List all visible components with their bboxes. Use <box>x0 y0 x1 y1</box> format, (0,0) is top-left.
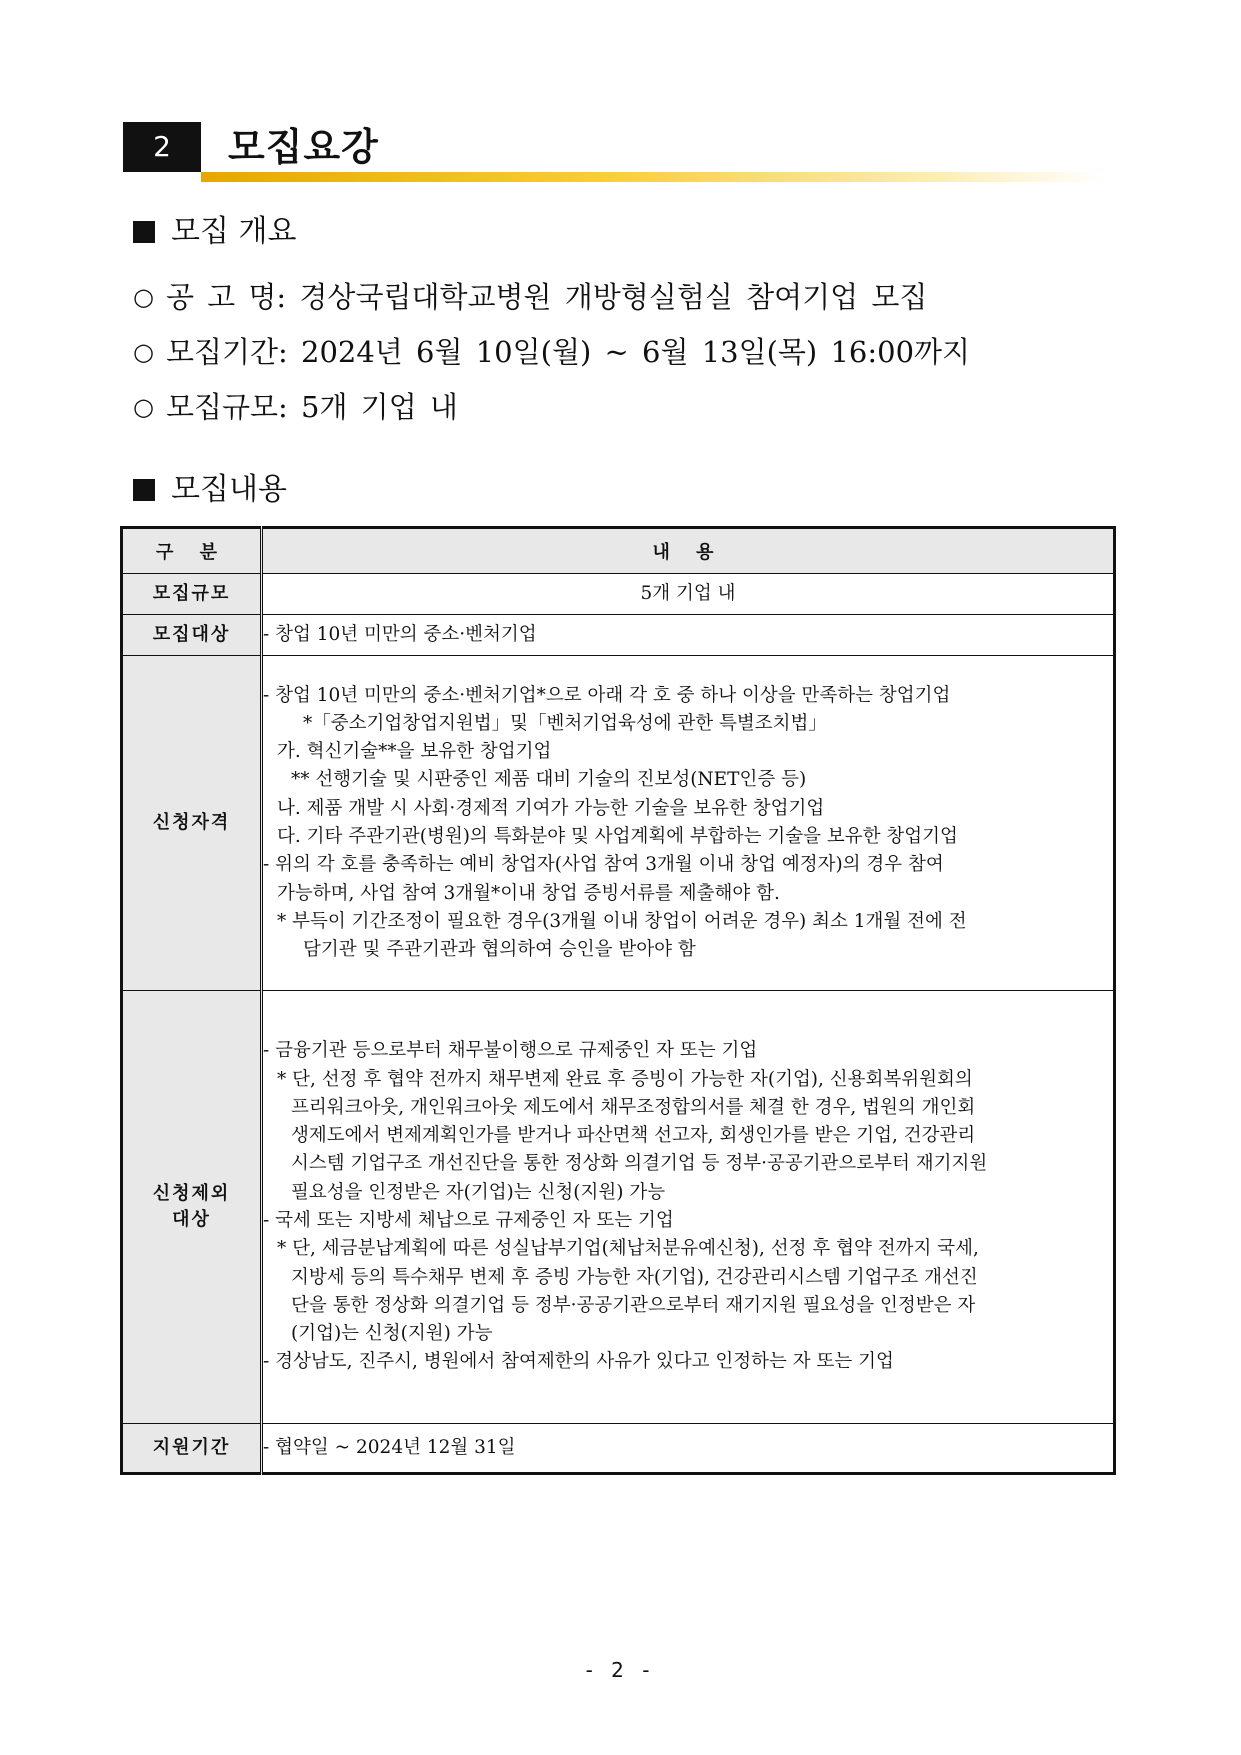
table-row <box>122 991 1115 1424</box>
row-content: - 창업 10년 미만의 중소·벤처기업 <box>262 615 1115 656</box>
square-bullet-icon <box>133 221 155 243</box>
overview-bullet-scale: ○ 모집규모: 5개 기업 내 <box>133 390 458 424</box>
section-header <box>123 122 1103 186</box>
header-category: 구 분 <box>122 528 262 574</box>
table-row <box>122 1424 1115 1474</box>
row-content: 5개 기업 내 <box>262 574 1115 615</box>
table-header-row <box>122 528 1115 574</box>
overview-bullet-period: ○ 모집기간: 2024년 6월 10일(월) ~ 6월 13일(목) 16:00까지 <box>133 335 971 369</box>
table-row <box>122 615 1115 656</box>
circle-bullet-icon: ○ <box>133 393 154 421</box>
row-content: - 협약일 ~ 2024년 12월 31일 <box>262 1424 1115 1474</box>
row-content: - 창업 10년 미만의 중소·벤처기업*으로 아래 각 호 중 하나 이상을 만족하는 창업기업 *「중소기업창업지원법」및「벤처기업육성에 관한 특별조치법」 가. 혁신기술**을 보유한 창업기업 ** 선행기술 및 시판중인 제품 대비 기술의 진보성(NET인증 등) 나. 제품 개발 시 사회·경제적 기여가 가능한 기술을 보유한 창업기업 다. 기타 주관기관(병원)의 특화분야 및 사업계획에 부합하는 기술을 보유한 창업기업 - 위의 각 호를 충족하는 예비 창업자(사업 참여 3개월 이내 창업 예정자)의 경우 참여 가능하며, 사업 참여 3개월*이내 창업 증빙서류를 제출해야 함. * 부득이 기간조정이 필요한 경우(3개월 이내 창업이 어려운 경우) 최소 1개월 전에 전 담기관 및 주관기관과 협의하여 승인을 받아야 함 <box>262 656 1115 991</box>
row-label: 모집규모 <box>122 574 262 615</box>
section-number: 2 <box>123 122 201 172</box>
row-content: - 금융기관 등으로부터 채무불이행으로 규제중인 자 또는 기업 * 단, 선정 후 협약 전까지 채무변제 완료 후 증빙이 가능한 자(기업), 신용회복위원회의 프리워크아웃, 개인워크아웃 제도에서 채무조정합의서를 체결 한 경우, 법원의 개인회 생제도에서 변제계획인가를 받거나 파산면책 선고자, 회생인가를 받은 기업, 건강관리 시스템 기업구조 개선진단을 통한 정상화 의결기업 등 정부·공공기관으로부터 재기지원 필요성을 인정받은 자(기업)는 신청(지원) 가능 - 국세 또는 지방세 체납으로 규제중인 자 또는 기업 * 단, 세금분납계획에 따른 성실납부기업(체납처분유예신청), 선정 후 협약 전까지 국세, 지방세 등의 특수채무 변제 후 증빙 가능한 자(기업), 건강관리시스템 기업구조 개선진 단을 통한 정상화 의결기업 등 정부·공공기관으로부터 재기지원 필요성을 인정받은 자 (기업)는 신청(지원) 가능 - 경상남도, 진주시, 병원에서 참여제한의 사유가 있다고 인정하는 자 또는 기업 <box>262 991 1115 1424</box>
overview-bullet-title: ○ 공 고 명: 경상국립대학교병원 개방형실험실 참여기업 모집 <box>133 280 928 314</box>
table-row <box>122 656 1115 991</box>
section-underline-bar <box>201 172 1103 182</box>
row-label: 모집대상 <box>122 615 262 656</box>
row-label: 지원기간 <box>122 1424 262 1474</box>
table-row <box>122 574 1115 615</box>
page-number: - 2 - <box>585 1658 656 1682</box>
recruitment-table <box>120 526 1116 1475</box>
row-label: 신청제외 대상 <box>122 991 262 1424</box>
section-title: 모집요강 <box>228 125 379 169</box>
content-heading: 모집내용 <box>133 470 287 510</box>
row-label: 신청자격 <box>122 656 262 991</box>
header-content: 내 용 <box>262 528 1115 574</box>
circle-bullet-icon: ○ <box>133 338 154 366</box>
square-bullet-icon <box>133 479 155 501</box>
overview-heading: 모집 개요 <box>133 212 296 252</box>
circle-bullet-icon: ○ <box>133 283 154 311</box>
